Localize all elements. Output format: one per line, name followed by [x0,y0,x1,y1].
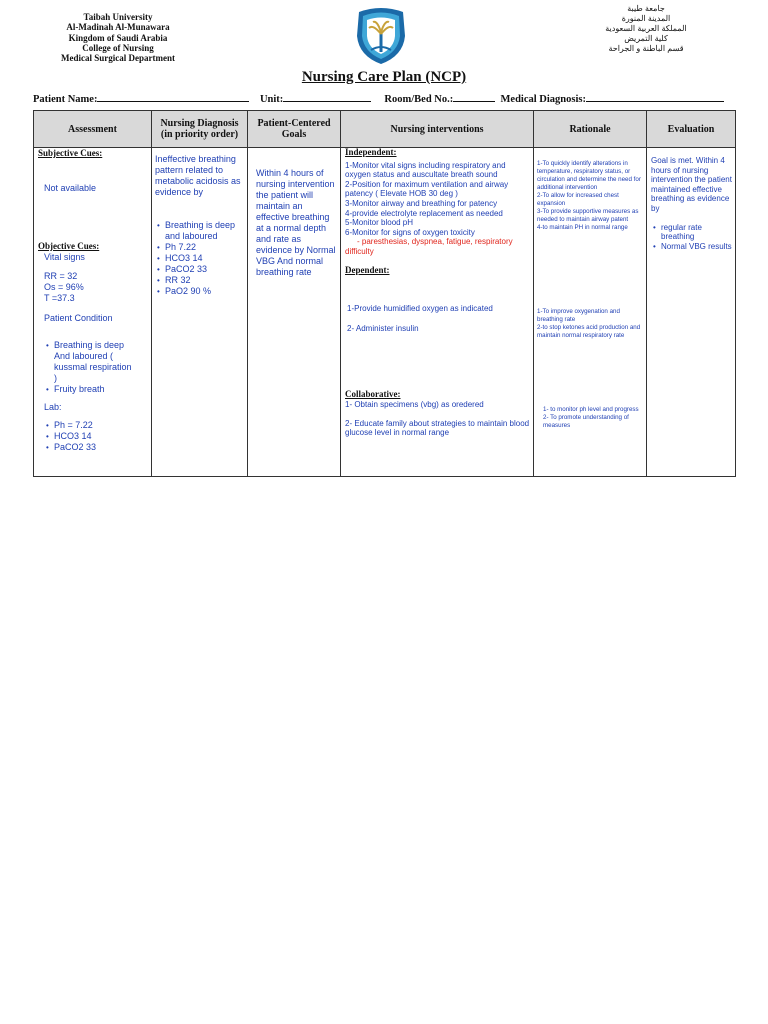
collaborative-label: Collaborative: [345,389,401,400]
unit-label: Unit: [259,94,284,105]
university-header-ar [586,4,706,54]
list-item: • Ph = 7.22 [44,420,147,431]
independent-label: Independent: [345,147,397,157]
collaborative-intervention: 2- Educate family about strategies to maintain blood glucose level in normal range [345,418,530,438]
column-header-rationale: Rationale [534,111,647,148]
room-bed-label: Room/Bed No.: [384,94,454,105]
header-line: المملكة العربية السعودية [605,24,687,33]
column-header-assessment: Assessment [34,111,152,148]
rationale-item: 2-to stop ketones acid production and maintain normal respiratory rate [537,324,641,339]
list-item: • Breathing is deep And laboured ( kussmal respiration ) [44,340,132,384]
rationale-item: 1-To improve oxygenation and breathing rate [537,308,620,323]
assessment-cell [34,148,152,477]
intervention-item: 3-Monitor airway and breathing for patency [345,198,498,208]
toxicity-signs: - paresthesias, dyspnea, fatigue, respiratory difficulty [345,237,513,256]
collaborative-intervention: 1- Obtain specimens (vbg) as oredered [345,399,484,409]
rationale-item: 3-To provide supportive measures as needed to maintain airway patent [537,208,639,223]
header-line: قسم الباطنة و الجراحة [608,44,684,53]
list-item: • PaO2 90 % [155,286,244,297]
diagnosis-cell [152,148,248,477]
rationale-item: 1- to monitor ph level and progress [543,406,639,413]
header-line: Al-Madinah Al-Munawara [66,22,170,33]
list-item: • PaCO2 33 [44,442,147,453]
header-line: College of Nursing [82,42,154,53]
interventions-cell [341,148,534,477]
subjective-cues-value: Not available [44,183,97,193]
rationale-item: 1-To quickly identify alterations in temperature, respiratory status, or circulation and determine the need for additional intervention [537,160,641,191]
university-header-en [52,12,184,63]
table-row [34,148,736,477]
evaluation-text: Goal is met. Within 4 hours of nursing intervention the patient maintained effective breathing as evidence by [651,156,732,213]
header-line: جامعة طيبة [627,4,665,13]
vital-signs-label: Vital signs [44,252,85,262]
vital-sign: T =37.3 [44,293,75,303]
column-header-evaluation: Evaluation [647,111,736,148]
rationale-item: 2-To allow for increased chest expansion [537,192,619,207]
intervention-item: 4-provide electrolyte replacement as needed [345,208,503,218]
care-plan-table [33,110,736,477]
objective-cues-label: Objective Cues: [38,241,100,251]
diagnosis-evidence-list [155,220,244,297]
header-line: Medical Surgical Department [61,53,175,64]
medical-diagnosis-label: Medical Diagnosis: [500,94,586,105]
list-item: • Fruity breath [44,384,132,395]
dependent-label: Dependent: [345,264,390,275]
goal-text: Within 4 hours of nursing intervention the patient will maintain an effective breathing at a normal depth and rate as evidence by Normal VBG And normal breathing rate [256,168,336,277]
evaluation-list [651,223,733,252]
subjective-cues-label: Subjective Cues: [38,148,103,158]
rationale-item: 4-to maintain PH in normal range [537,224,628,231]
room-bed-field[interactable] [453,92,495,102]
patient-name-label: Patient Name: [33,94,98,105]
unit-field[interactable] [283,92,371,102]
header-line: المدينة المنورة [621,14,671,23]
rationale-cell [534,148,647,477]
patient-info-row [33,92,743,105]
vital-sign: Os = 96% [44,282,84,292]
list-item: • Ph 7.22 [155,242,244,253]
independent-interventions [345,161,530,238]
dependent-intervention: 1-Provide humidified oxygen as indicated [347,304,493,314]
list-item: • PaCO2 33 [155,264,244,275]
header-line: Kingdom of Saudi Arabia [68,32,168,43]
page-title: Nursing Care Plan (NCP) [301,69,467,85]
list-item: • Breathing is deep and laboured [155,220,244,242]
column-header-diagnosis: Nursing Diagnosis (in priority order) [152,111,248,148]
university-logo [351,6,411,66]
list-item: • HCO3 14 [155,253,244,264]
rationale-item: 2- To promote understanding of measures [543,414,629,429]
vital-signs-list [44,271,147,304]
lab-list [44,420,147,453]
header-line: Taibah University [83,12,153,22]
column-header-goals: Patient-Centered Goals [248,111,341,148]
intervention-item: 6-Monitor for signs of oxygen toxicity [345,227,475,237]
vital-sign: RR = 32 [44,271,78,281]
list-item: • Normal VBG results [651,242,733,252]
goals-cell [248,148,341,477]
intervention-item: 5-Monitor blood pH [345,218,414,228]
header-line: كلية التمريض [624,34,668,43]
column-header-interventions: Nursing interventions [341,111,534,148]
list-item: • RR 32 [155,275,244,286]
list-item: • HCO3 14 [44,431,147,442]
patient-name-field[interactable] [97,92,249,102]
intervention-item: 2-Position for maximum ventilation and airway patency ( Elevate HOB 30 deg ) [345,179,509,199]
patient-condition-label: Patient Condition [44,313,113,323]
evaluation-cell [647,148,736,477]
diagnosis-statement: Ineffective breathing pattern related to metabolic acidosis as evidence by [155,154,241,197]
patient-condition-list [44,340,132,395]
table-header-row [34,111,736,148]
intervention-item: 1-Monitor vital signs including respiratory and oxygen status and auscultate breath sound [345,160,506,180]
dependent-intervention: 2- Administer insulin [347,323,419,333]
medical-diagnosis-field[interactable] [586,92,724,102]
lab-label: Lab: [44,402,62,412]
list-item: • regular rate breathing [651,223,733,242]
